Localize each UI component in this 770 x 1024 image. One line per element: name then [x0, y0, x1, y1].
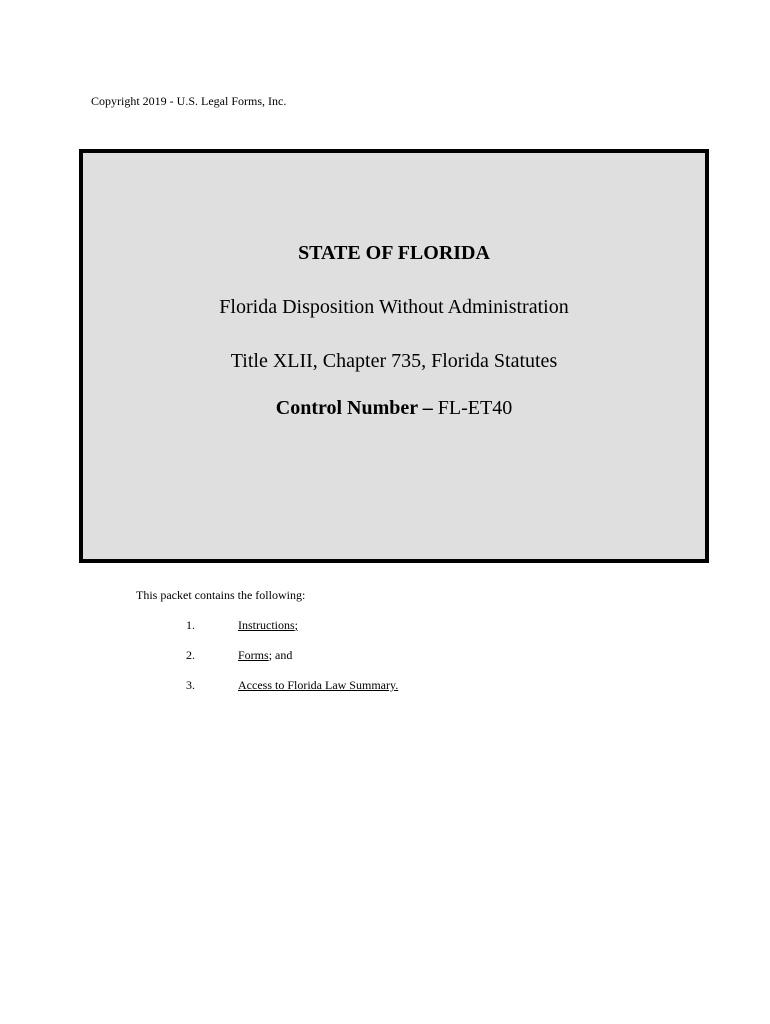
packet-item-number: 3.: [186, 678, 195, 692]
packet-item-number: 1.: [186, 618, 195, 632]
packet-item-suffix: .: [395, 678, 399, 692]
form-title: Florida Disposition Without Administration: [219, 296, 569, 318]
packet-item-instructions: [186, 618, 298, 632]
packet-item-number: 2.: [186, 648, 195, 662]
law-summary-link[interactable]: Access to Florida Law Summary: [238, 678, 396, 692]
cover-box: [79, 149, 709, 563]
state-title: STATE OF FLORIDA: [298, 242, 490, 264]
forms-link[interactable]: Forms: [238, 648, 269, 662]
statute-reference: Title XLII, Chapter 735, Florida Statutes: [230, 350, 558, 372]
copyright-notice: Copyright 2019 - U.S. Legal Forms, Inc.: [91, 94, 287, 108]
packet-item-suffix: ;: [294, 618, 299, 632]
packet-item-law-summary: [186, 678, 398, 692]
packet-item-forms: [186, 648, 292, 662]
control-number-label: Control Number –: [275, 397, 433, 419]
packet-intro: This packet contains the following:: [136, 588, 306, 602]
instructions-link[interactable]: Instructions: [238, 618, 295, 632]
control-number-value: FL-ET40: [432, 397, 513, 419]
packet-item-suffix: ; and: [268, 648, 293, 662]
control-number-line: [83, 396, 705, 420]
